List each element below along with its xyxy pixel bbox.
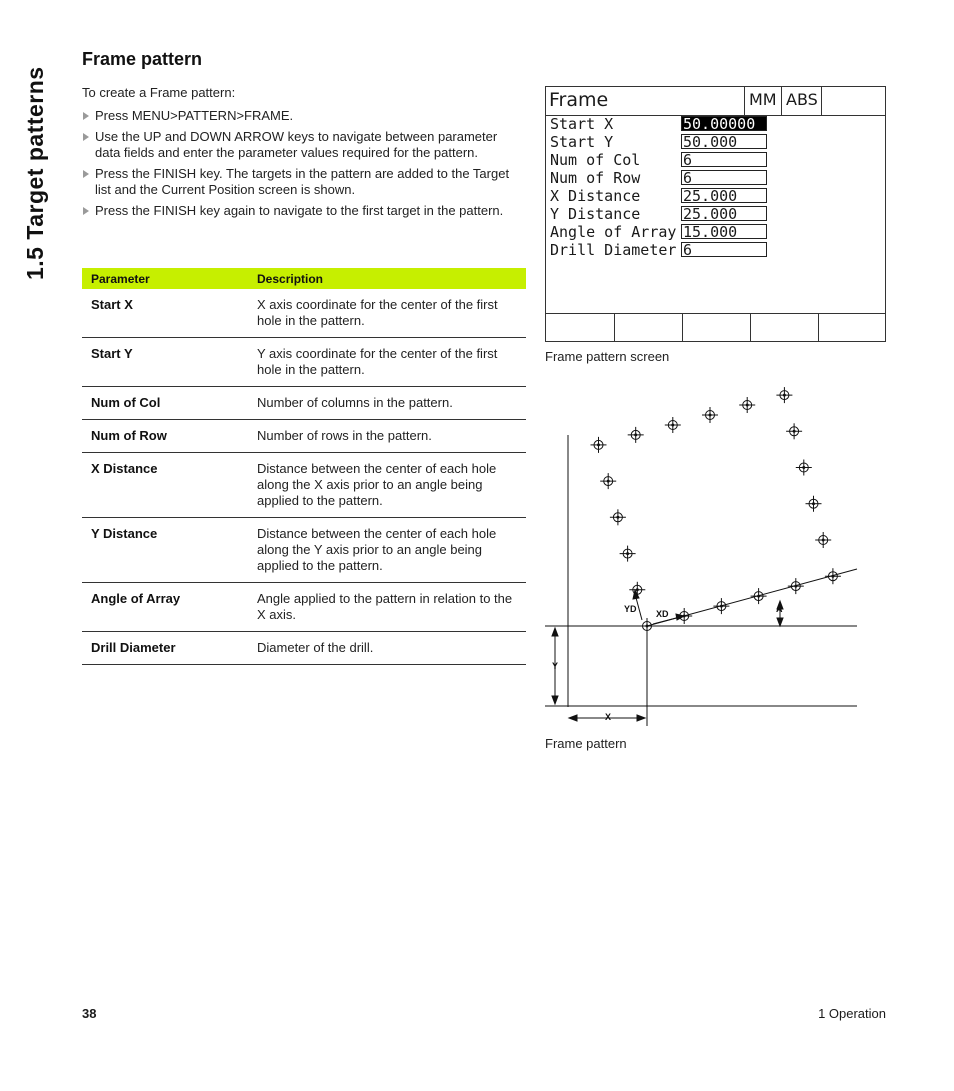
chapter-label: 1 Operation xyxy=(818,1006,886,1021)
softkey-5[interactable] xyxy=(818,314,887,341)
table-row xyxy=(82,583,526,632)
table-row xyxy=(82,518,526,583)
header-description: Description xyxy=(253,268,526,289)
frame-pattern-diagram xyxy=(545,370,865,735)
softkey-1[interactable] xyxy=(546,314,614,341)
field-value-input[interactable]: 50.000 xyxy=(681,134,767,149)
bullet-triangle-icon xyxy=(83,133,89,141)
field-value-input[interactable]: 6 xyxy=(681,242,767,257)
status-cell xyxy=(821,87,886,115)
field-value-input[interactable]: 6 xyxy=(681,152,767,167)
screen-caption: Frame pattern screen xyxy=(545,349,670,364)
section-heading: Frame pattern xyxy=(82,49,203,69)
param-desc: Number of rows in the pattern. xyxy=(253,420,526,453)
hole-target-icon xyxy=(815,532,831,548)
side-section-title: 1.5 Target patterns xyxy=(22,66,48,280)
param-desc: Diameter of the drill. xyxy=(253,632,526,665)
hole-target-icon xyxy=(600,473,616,489)
param-name: Num of Row xyxy=(82,420,253,453)
field-label: Angle of Array xyxy=(550,223,677,241)
param-name: Start Y xyxy=(82,338,253,387)
xd-label: XD xyxy=(656,609,669,619)
hole-target-icon xyxy=(676,608,692,624)
bullet-triangle-icon xyxy=(83,170,89,178)
hole-target-icon xyxy=(739,397,755,413)
param-desc: Y axis coordinate for the center of the first hole in the pattern. xyxy=(253,338,526,387)
param-name: Y Distance xyxy=(82,518,253,583)
dimension-labels xyxy=(552,604,783,722)
frame-pattern-screen xyxy=(545,86,886,342)
param-name: Drill Diameter xyxy=(82,632,253,665)
hole-target-icon xyxy=(751,588,767,604)
field-label: Start Y xyxy=(550,133,614,151)
param-name: Angle of Array xyxy=(82,583,253,632)
bullet-triangle-icon xyxy=(83,112,89,120)
table-header-row xyxy=(82,268,526,289)
table-row xyxy=(82,387,526,420)
mode-indicator: ABS xyxy=(781,87,821,115)
field-label: Start X xyxy=(550,115,614,133)
table-row xyxy=(82,338,526,387)
hole-target-icon xyxy=(788,578,804,594)
param-name: Start X xyxy=(82,289,253,338)
step-item: Press the FINISH key. The targets in the pattern are added to the Target list and the Current Position screen is shown. xyxy=(82,166,522,198)
page-number: 38 xyxy=(82,1006,97,1021)
axes-lines xyxy=(545,435,857,726)
hole-markers xyxy=(591,387,841,634)
parameter-table xyxy=(82,268,526,665)
hole-target-icon xyxy=(628,427,644,443)
softkey-2[interactable] xyxy=(614,314,683,341)
field-value-input[interactable]: 6 xyxy=(681,170,767,185)
a-label: A xyxy=(776,604,783,614)
hole-target-icon xyxy=(825,568,841,584)
hole-target-icon xyxy=(806,496,822,512)
table-row xyxy=(82,420,526,453)
param-desc: X axis coordinate for the center of the first hole in the pattern. xyxy=(253,289,526,338)
step-list xyxy=(82,108,522,224)
field-label: Y Distance xyxy=(550,205,641,223)
yd-label: YD xyxy=(624,604,637,614)
hole-target-icon xyxy=(639,618,655,634)
hole-target-icon xyxy=(796,460,812,476)
field-label: X Distance xyxy=(550,187,641,205)
hole-target-icon xyxy=(620,546,636,562)
hole-target-icon xyxy=(786,423,802,439)
table-row xyxy=(82,453,526,518)
table-row xyxy=(82,289,526,338)
param-name: X Distance xyxy=(82,453,253,518)
field-label: Num of Row xyxy=(550,169,641,187)
hole-target-icon xyxy=(776,387,792,403)
step-item: Press the FINISH key again to navigate to the first target in the pattern. xyxy=(82,203,522,219)
step-item: Use the UP and DOWN ARROW keys to navigate between parameter data fields and enter the parameter values required for the pattern. xyxy=(82,129,522,161)
y-label: Y xyxy=(552,661,559,671)
unit-indicator: MM xyxy=(744,87,781,115)
screen-title: Frame xyxy=(549,89,609,111)
param-desc: Distance between the center of each hole along the X axis prior to an angle being applied to the pattern. xyxy=(253,453,526,518)
bullet-triangle-icon xyxy=(83,207,89,215)
param-desc: Angle applied to the pattern in relation to the X axis. xyxy=(253,583,526,632)
softkey-4[interactable] xyxy=(750,314,819,341)
hole-target-icon xyxy=(702,407,718,423)
screen-title-bar xyxy=(546,87,885,116)
intro-text: To create a Frame pattern: xyxy=(82,85,236,100)
field-label: Num of Col xyxy=(550,151,641,169)
param-name: Num of Col xyxy=(82,387,253,420)
field-value-input[interactable]: 25.000 xyxy=(681,188,767,203)
softkey-bar xyxy=(546,313,885,341)
field-value-input[interactable]: 50.00000 xyxy=(681,116,767,131)
hole-target-icon xyxy=(629,582,645,598)
table-row xyxy=(82,632,526,665)
softkey-3[interactable] xyxy=(682,314,751,341)
hole-target-icon xyxy=(610,509,626,525)
field-value-input[interactable]: 15.000 xyxy=(681,224,767,239)
param-desc: Number of columns in the pattern. xyxy=(253,387,526,420)
field-value-input[interactable]: 25.000 xyxy=(681,206,767,221)
header-parameter: Parameter xyxy=(82,268,253,289)
hole-target-icon xyxy=(665,417,681,433)
field-label: Drill Diameter xyxy=(550,241,677,259)
step-item: Press MENU>PATTERN>FRAME. xyxy=(82,108,522,124)
diagram-caption: Frame pattern xyxy=(545,736,627,751)
x-label: X xyxy=(605,712,612,722)
hole-target-icon xyxy=(713,598,729,614)
param-desc: Distance between the center of each hole along the Y axis prior to an angle being applied to the pattern. xyxy=(253,518,526,583)
hole-target-icon xyxy=(591,437,607,453)
